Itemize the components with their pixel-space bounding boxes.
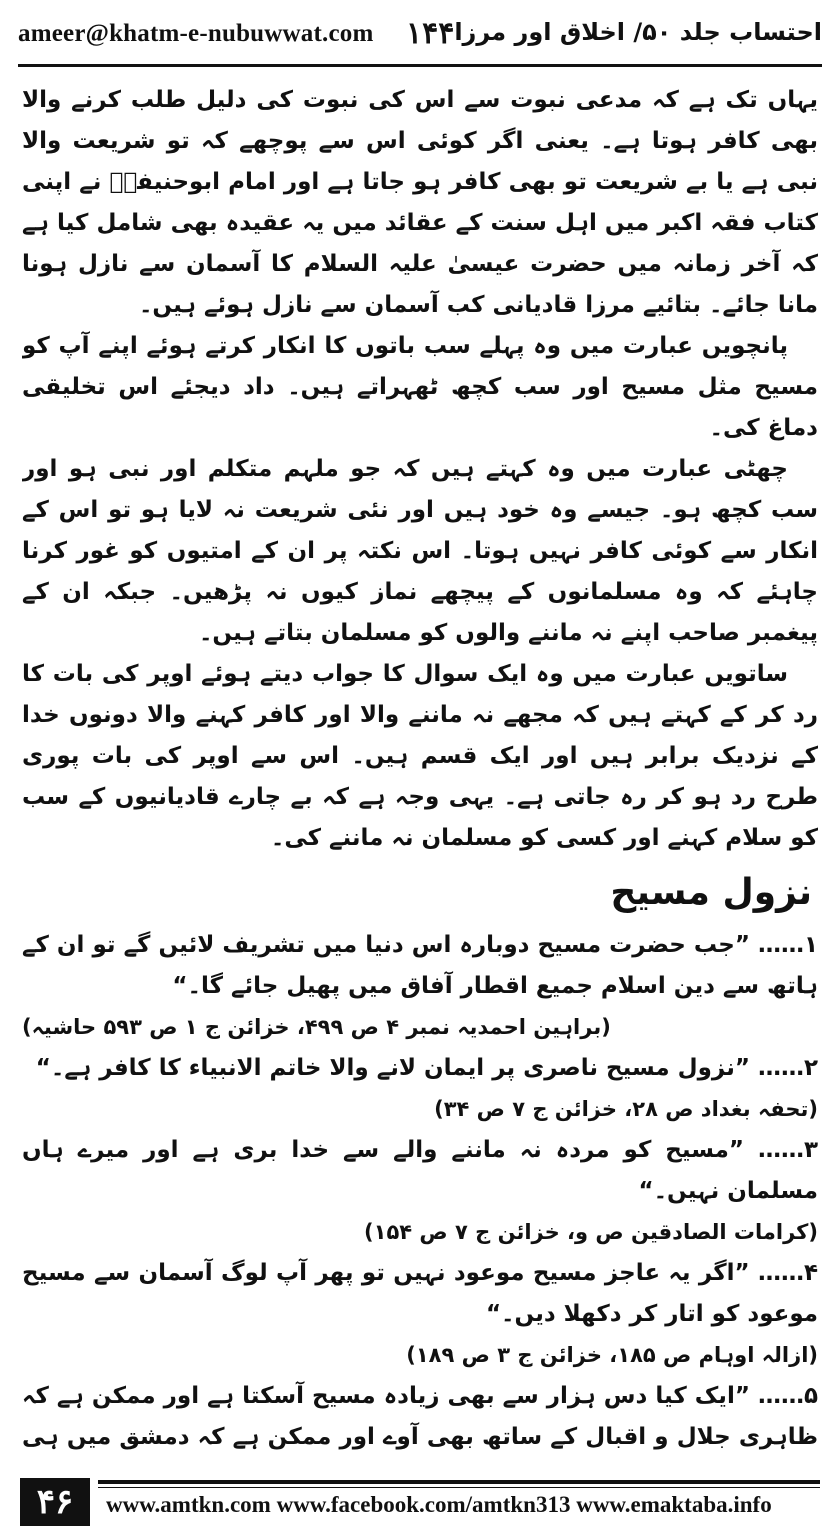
section-heading: نزول مسیح xyxy=(610,872,812,913)
header-page-number: ۱۴۴ xyxy=(406,16,455,51)
quote-reference: (کرامات الصادقین ص و، خزائن ج ۷ ص ۱۵۴) xyxy=(364,1220,818,1244)
paragraph-1: یہاں تک ہے کہ مدعی نبوت سے اس کی نبوت کی دلیل طلب کرنے والا بھی کافر ہوتا ہے۔ یعنی اگر کوئی اس سے پوچھے کہ تو شریعت والا نبی ہے یا بے شریعت تو بھی کافر ہو جاتا ہے اور امام ابوحنیفہؒ نے اپنی کتاب فقہ اکبر میں اہل سنت کے عقائد میں یہ عقیدہ بھی شامل کیا ہے کہ آخر زمانہ میں حضرت عیسیٰ علیہ السلام کا آسمان سے نازل ہونا مانا جائے۔ بتائیے مرزا قادیانی کب آسمان سے نازل ہوئے ہیں۔ xyxy=(22,87,818,318)
page-header xyxy=(18,14,822,58)
quote-item xyxy=(22,1048,818,1130)
quote-item xyxy=(22,925,818,1048)
quote-reference: (تحفہ بغداد ص ۲۸، خزائن ج ۷ ص ۳۴) xyxy=(434,1097,818,1121)
paragraph-2: پانچویں عبارت میں وہ پہلے سب باتوں کا انکار کرتے ہوئے اپنے آپ کو مسیح مثل مسیح اور سب کچھ ٹھہراتے ہیں۔ داد دیجئے اس تخلیقی دماغ کی۔ xyxy=(22,333,818,441)
quote-number: ۴…… xyxy=(757,1260,818,1286)
quote-reference: (ازالہ اوہام ص ۱۸۵، خزائن ج ۳ ص ۱۸۹) xyxy=(406,1343,818,1367)
body-text xyxy=(22,80,818,1450)
quote-text: ”ایک کیا دس ہزار سے بھی زیادہ مسیح آسکتا ہے اور ممکن ہے کہ ظاہری جلال و اقبال کے ساتھ بھی آوے اور ممکن ہے کہ دمشق میں ہی xyxy=(22,1383,818,1450)
quote-number: ۱…… xyxy=(757,932,818,958)
header-title: احتساب جلد ۵۰/ اخلاق اور مرزا xyxy=(454,18,822,46)
paragraph-3: چھٹی عبارت میں وہ کہتے ہیں کہ جو ملہم متکلم اور نبی ہو اور سب کچھ ہو۔ جیسے وہ خود ہیں اور نئی شریعت نہ لایا ہو تو اس کے انکار سے کوئی کافر نہیں ہوتا۔ اس نکتہ پر ان کے امتیوں کو غور کرنا چاہئے کہ وہ مسلمانوں کے پیچھے نماز کیوں نہ پڑھیں۔ جبکہ ان کے پیغمبر صاحب اپنے نہ ماننے والوں کو مسلمان بتاتے ہیں۔ xyxy=(22,456,818,646)
page-footer xyxy=(20,1474,820,1530)
quote-text: ”مسیح کو مردہ نہ ماننے والے سے خدا بری ہے اور میرے ہاں مسلمان نہیں۔“ xyxy=(22,1137,818,1204)
quote-item xyxy=(22,1253,818,1376)
footer-rule-thin xyxy=(98,1487,820,1488)
quote-item xyxy=(22,1376,818,1450)
quote-item xyxy=(22,1130,818,1253)
footer-rule xyxy=(98,1480,820,1484)
header-rule xyxy=(18,64,822,67)
quote-text: ”نزول مسیح ناصری پر ایمان لانے والا خاتم الانبیاء کا کافر ہے۔“ xyxy=(35,1055,750,1081)
quote-number: ۵…… xyxy=(757,1383,818,1409)
footer-page-number: ۴۶ xyxy=(20,1478,90,1526)
quote-text: ”جب حضرت مسیح دوبارہ اس دنیا میں تشریف لائیں گے تو ان کے ہاتھ سے دین اسلام جمیع اقطار آفاق میں پھیل جائے گا۔“ xyxy=(22,932,818,999)
paragraph-4: ساتویں عبارت میں وہ ایک سوال کا جواب دیتے ہوئے اوپر کی بات کا رد کر کے کہتے ہیں کہ مجھے نہ ماننے والا اور کافر کہنے والا دونوں خدا کے نزدیک برابر ہیں اور ایک قسم ہیں۔ اس سے اوپر کی بات پوری طرح رد ہو کر رہ جاتی ہے۔ یہی وجہ ہے کہ بے چارے قادیانیوں کے سب کو سلام کہنے اور کسی کو مسلمان نہ ماننے کی۔ xyxy=(22,661,818,851)
footer-links: www.amtkn.com www.facebook.com/amtkn313 www.emaktaba.info xyxy=(106,1492,772,1517)
quote-text: ”اگر یہ عاجز مسیح موعود نہیں تو پھر آپ لوگ آسمان سے مسیح موعود کو اتار کر دکھلا دیں۔“ xyxy=(22,1260,818,1327)
header-email: ameer@khatm-e-nubuwwat.com xyxy=(18,20,374,47)
quote-number: ۲…… xyxy=(757,1055,818,1081)
quote-reference: (براہین احمدیہ نمبر ۴ ص ۴۹۹، خزائن ج ۱ ص ۵۹۳ حاشیہ) xyxy=(22,1015,611,1039)
quote-number: ۳…… xyxy=(757,1137,818,1163)
